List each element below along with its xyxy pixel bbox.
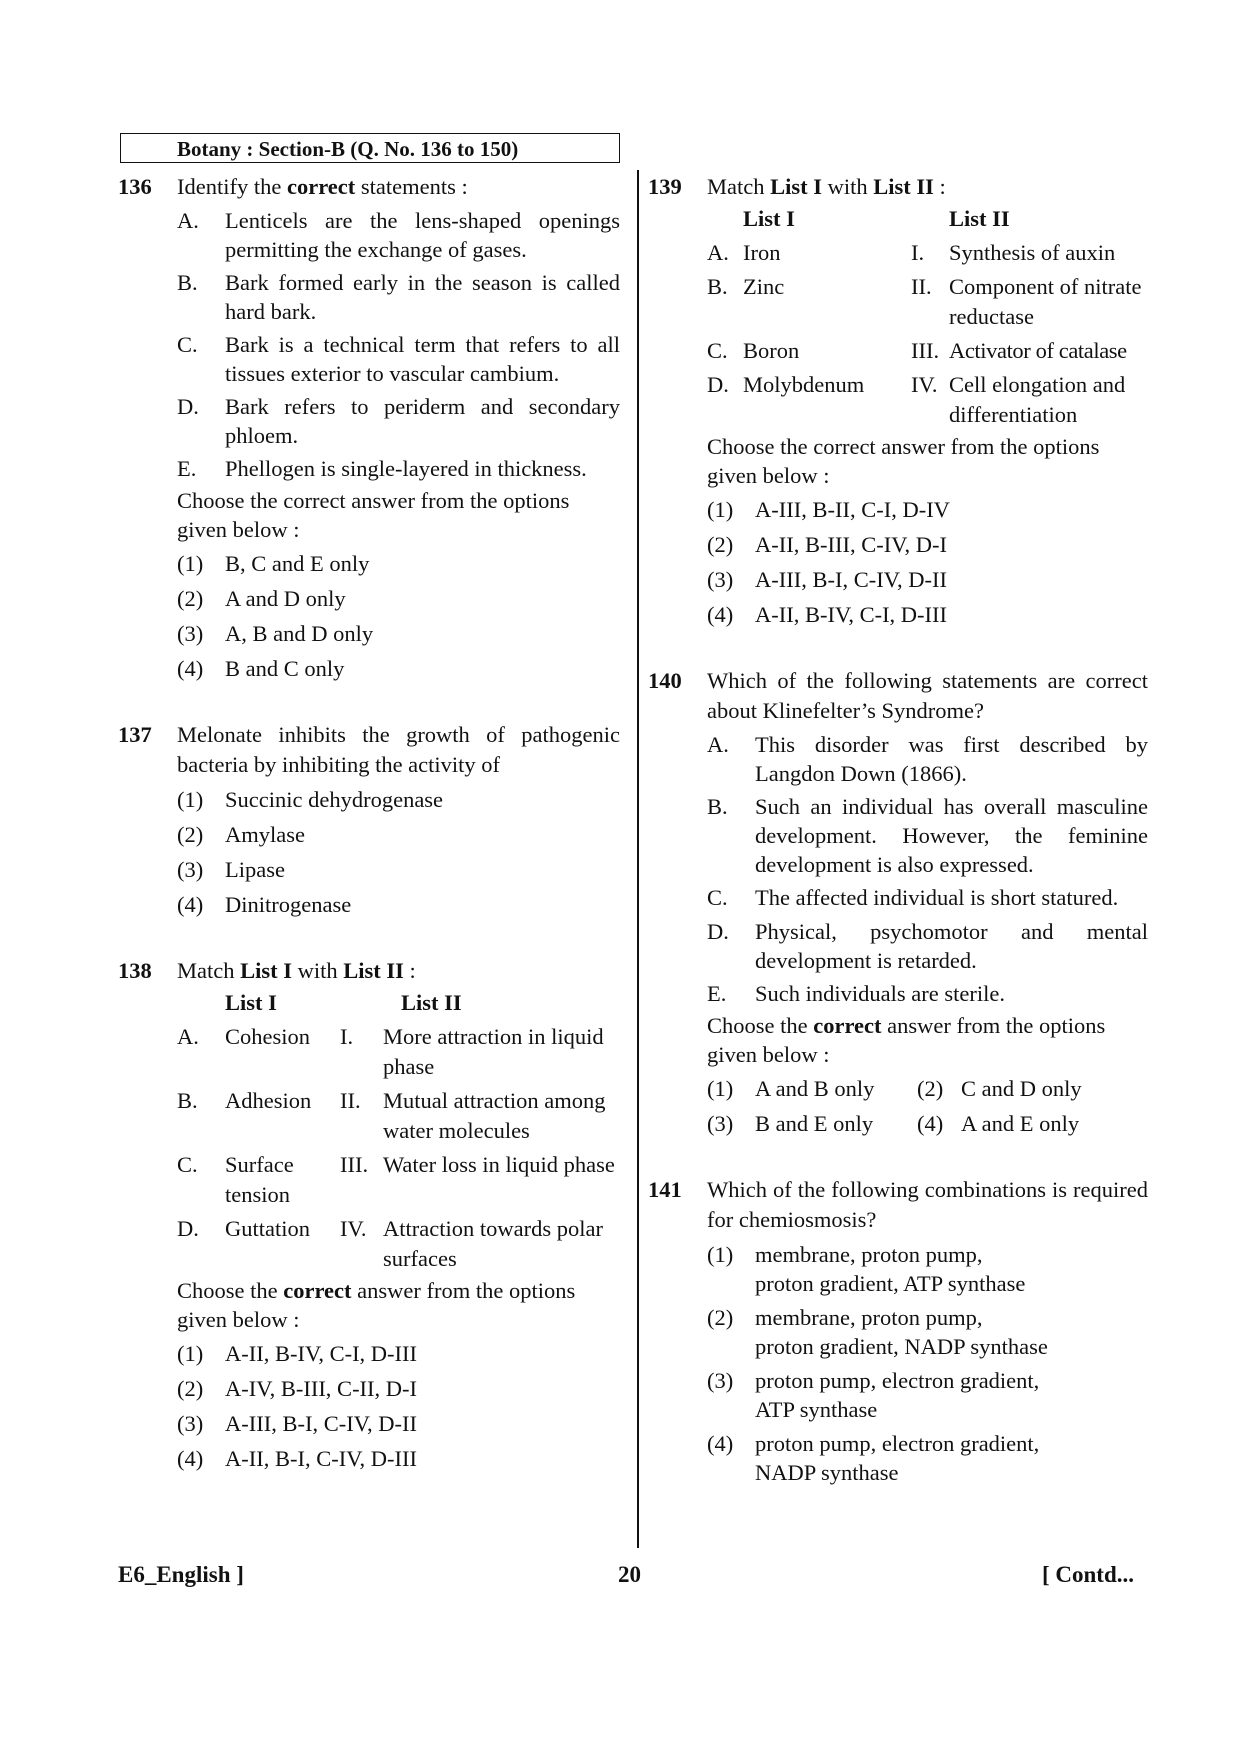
answer-option: (2) Amylase [177, 822, 305, 847]
left-column [118, 172, 620, 1510]
statement: B. Such an individual has overall masculine development. However, the feminine development is also expressed. [707, 794, 1148, 877]
answer-option: (3) B and E only [707, 1111, 874, 1136]
statement: C. Bark is a technical term that refers to all tissues exterior to vascular cambium. [177, 332, 620, 386]
right-column [648, 172, 1148, 1523]
question-138 [118, 956, 620, 1474]
answer-option: (1) A-III, B-II, C-I, D-IV [707, 497, 950, 522]
question-text: Match List I with List II : [707, 174, 946, 199]
answer-option: (4) proton pump, electron gradient, NADP synthase [707, 1431, 1040, 1485]
column-divider [637, 170, 639, 1548]
answer-option: (4) B and C only [177, 656, 345, 681]
answer-option: (4) Dinitrogenase [177, 892, 352, 917]
answer-option-row [707, 1109, 1148, 1139]
question-136 [118, 172, 620, 684]
match-table-header: List I List II [225, 990, 462, 1015]
question-141 [648, 1175, 1148, 1487]
answer-option: (4) A and E only [917, 1111, 1080, 1136]
question-text: Match List I with List II : [177, 958, 416, 983]
question-139 [648, 172, 1148, 630]
answer-option: (3) A-III, B-I, C-IV, D-II [707, 567, 948, 592]
answer-option: (2) A-IV, B-III, C-II, D-I [177, 1376, 418, 1401]
answer-option: (4) A-II, B-I, C-IV, D-III [177, 1446, 418, 1471]
answer-option: (1) A and B only [707, 1076, 875, 1101]
question-number: 137 [118, 722, 152, 747]
match-row: A. Cohesion I. More attraction in liquid phase [177, 1024, 604, 1079]
section-header: Botany : Section-B (Q. No. 136 to 150) [120, 133, 620, 163]
answer-option: (3) A, B and D only [177, 621, 374, 646]
match-row: D. Molybdenum IV. Cell elongation and differentiation [707, 372, 1126, 427]
statement: A. Lenticels are the lens-shaped openings permitting the exchange of gases. [177, 208, 620, 262]
question-number: 139 [648, 174, 682, 199]
match-table-header: List I List II [743, 206, 1010, 231]
footer-contd: [ Contd... [1042, 1562, 1135, 1587]
question-137 [118, 720, 620, 920]
match-row: D. Guttation IV. Attraction towards polar surfaces [177, 1216, 603, 1271]
statement: D. Physical, psychomotor and mental development is retarded. [707, 919, 1148, 973]
choose-instruction: Choose the correct answer from the options given below : [707, 1013, 1106, 1067]
answer-option: (3) proton pump, electron gradient, ATP synthase [707, 1368, 1040, 1422]
question-text: Melonate inhibits the growth of pathogenic bacteria by inhibiting the activity of [177, 722, 620, 777]
answer-option: (1) A-II, B-IV, C-I, D-III [177, 1341, 418, 1366]
question-number: 138 [118, 958, 152, 983]
answer-option: (2) membrane, proton pump, proton gradient, NADP synthase [707, 1305, 1048, 1359]
statement: E. Phellogen is single-layered in thickness. [177, 456, 587, 481]
footer-page-number: 20 [618, 1562, 641, 1587]
question-text: Which of the following combinations is required for chemiosmosis? [707, 1177, 1148, 1232]
choose-instruction: Choose the correct answer from the options given below : [177, 1278, 576, 1332]
match-row: B. Zinc II. Component of nitrate reductase [707, 274, 1142, 329]
match-row: C. Boron III. Activator of catalase [707, 338, 1127, 363]
answer-option: (1) membrane, proton pump, proton gradient, ATP synthase [707, 1242, 1026, 1296]
footer-paper-code: E6_English ] [118, 1562, 244, 1587]
question-140 [648, 666, 1148, 1139]
choose-instruction: Choose the correct answer from the options given below : [177, 488, 570, 542]
question-text: Identify the correct statements : [177, 174, 468, 199]
match-row: C. Surface tension III. Water loss in liquid phase [177, 1152, 615, 1207]
answer-option: (3) A-III, B-I, C-IV, D-II [177, 1411, 418, 1436]
statement: E. Such individuals are sterile. [707, 981, 1005, 1006]
choose-instruction: Choose the correct answer from the options given below : [707, 434, 1100, 488]
question-number: 141 [648, 1177, 682, 1202]
answer-option-row [707, 1074, 1148, 1104]
match-row: B. Adhesion II. Mutual attraction among water molecules [177, 1088, 606, 1143]
statement: A. This disorder was first described by Langdon Down (1866). [707, 732, 1148, 786]
answer-option: (1) Succinic dehydrogenase [177, 787, 444, 812]
statement: B. Bark formed early in the season is called hard bark. [177, 270, 620, 324]
answer-option: (2) A-II, B-III, C-IV, D-I [707, 532, 948, 557]
statement: D. Bark refers to periderm and secondary phloem. [177, 394, 620, 448]
answer-option: (2) A and D only [177, 586, 346, 611]
statement: C. The affected individual is short statured. [707, 885, 1119, 910]
match-row: A. Iron I. Synthesis of auxin [707, 240, 1116, 265]
answer-option: (4) A-II, B-IV, C-I, D-III [707, 602, 948, 627]
question-number: 136 [118, 174, 152, 199]
answer-option: (3) Lipase [177, 857, 285, 882]
answer-option: (2) C and D only [917, 1076, 1082, 1101]
question-number: 140 [648, 668, 682, 693]
answer-option: (1) B, C and E only [177, 551, 370, 576]
question-text: Which of the following statements are correct about Klinefelter’s Syndrome? [707, 668, 1148, 723]
